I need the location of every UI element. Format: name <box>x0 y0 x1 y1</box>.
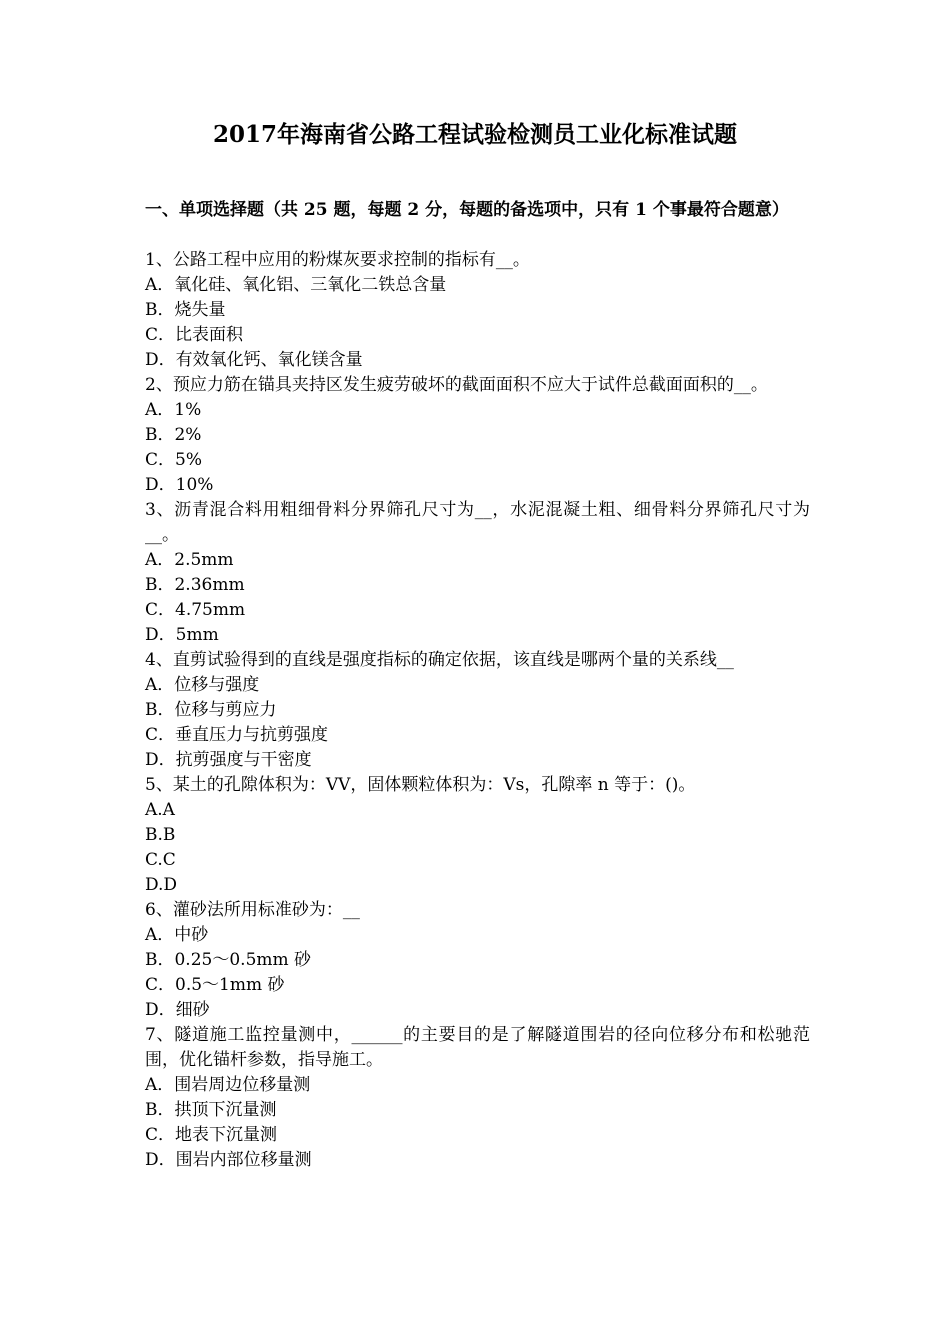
question-list <box>145 248 810 1173</box>
question-stem: 1、公路工程中应用的粉煤灰要求控制的指标有__。 <box>145 250 530 270</box>
option-a: A.A <box>145 800 175 820</box>
option-c: C．4.75mm <box>145 600 246 620</box>
option-b: B．烧失量 <box>145 300 226 320</box>
option-a: A．2.5mm <box>145 550 234 570</box>
option-b: B.B <box>145 825 176 845</box>
option-d: D．5mm <box>145 625 219 645</box>
option-b: B．2.36mm <box>145 575 245 595</box>
option-d: D．细砂 <box>145 1000 210 1020</box>
option-c: C．0.5～1mm 砂 <box>145 975 285 995</box>
option-c: C．比表面积 <box>145 325 244 345</box>
document-title: 2017年海南省公路工程试验检测员工业化标准试题 <box>212 121 737 148</box>
option-d: D．有效氧化钙、氧化镁含量 <box>145 350 363 370</box>
option-d: D．10% <box>145 475 214 495</box>
option-a: A．氧化硅、氧化铝、三氧化二铁总含量 <box>145 275 447 295</box>
section-heading: 一、单项选择题（共 25 题，每题 2 分，每题的备选项中，只有 1 个事最符合题意） <box>145 200 789 220</box>
option-c: C．5% <box>145 450 202 470</box>
option-c: C．地表下沉量测 <box>145 1125 278 1145</box>
question-7 <box>145 1023 810 1173</box>
option-b: B．2% <box>145 425 202 445</box>
option-c: C.C <box>145 850 176 870</box>
option-d: D.D <box>145 875 178 895</box>
question-stem: 4、直剪试验得到的直线是强度指标的确定依据，该直线是哪两个量的关系线__ <box>145 650 734 670</box>
option-a: A．1% <box>145 400 202 420</box>
question-stem: 2、预应力筋在锚具夹持区发生疲劳破坏的截面面积不应大于试件总截面面积的__。 <box>145 375 768 395</box>
option-a: A．位移与强度 <box>145 675 260 695</box>
question-4 <box>145 648 810 773</box>
question-6 <box>145 898 810 1023</box>
question-1 <box>145 248 810 373</box>
option-d: D．围岩内部位移量测 <box>145 1150 312 1170</box>
question-3 <box>145 498 810 648</box>
option-b: B．0.25～0.5mm 砂 <box>145 950 312 970</box>
option-a: A．中砂 <box>145 925 209 945</box>
option-b: B．拱顶下沉量测 <box>145 1100 277 1120</box>
option-b: B．位移与剪应力 <box>145 700 277 720</box>
question-2 <box>145 373 810 498</box>
question-stem: 7、隧道施工监控量测中，______的主要目的是了解隧道围岩的径向位移分布和松驰范围，优化锚杆参数，指导施工。 <box>145 1025 810 1070</box>
question-stem: 3、沥青混合料用粗细骨料分界筛孔尺寸为__，水泥混凝土粗、细骨料分界筛孔尺寸为__。 <box>145 500 810 545</box>
question-stem: 6、灌砂法所用标准砂为：__ <box>145 900 360 920</box>
question-5 <box>145 773 810 898</box>
option-d: D．抗剪强度与干密度 <box>145 750 312 770</box>
option-c: C．垂直压力与抗剪强度 <box>145 725 329 745</box>
option-a: A．围岩周边位移量测 <box>145 1075 311 1095</box>
question-stem: 5、某土的孔隙体积为：VV，固体颗粒体积为：Vs，孔隙率 n 等于：()。 <box>145 775 696 795</box>
